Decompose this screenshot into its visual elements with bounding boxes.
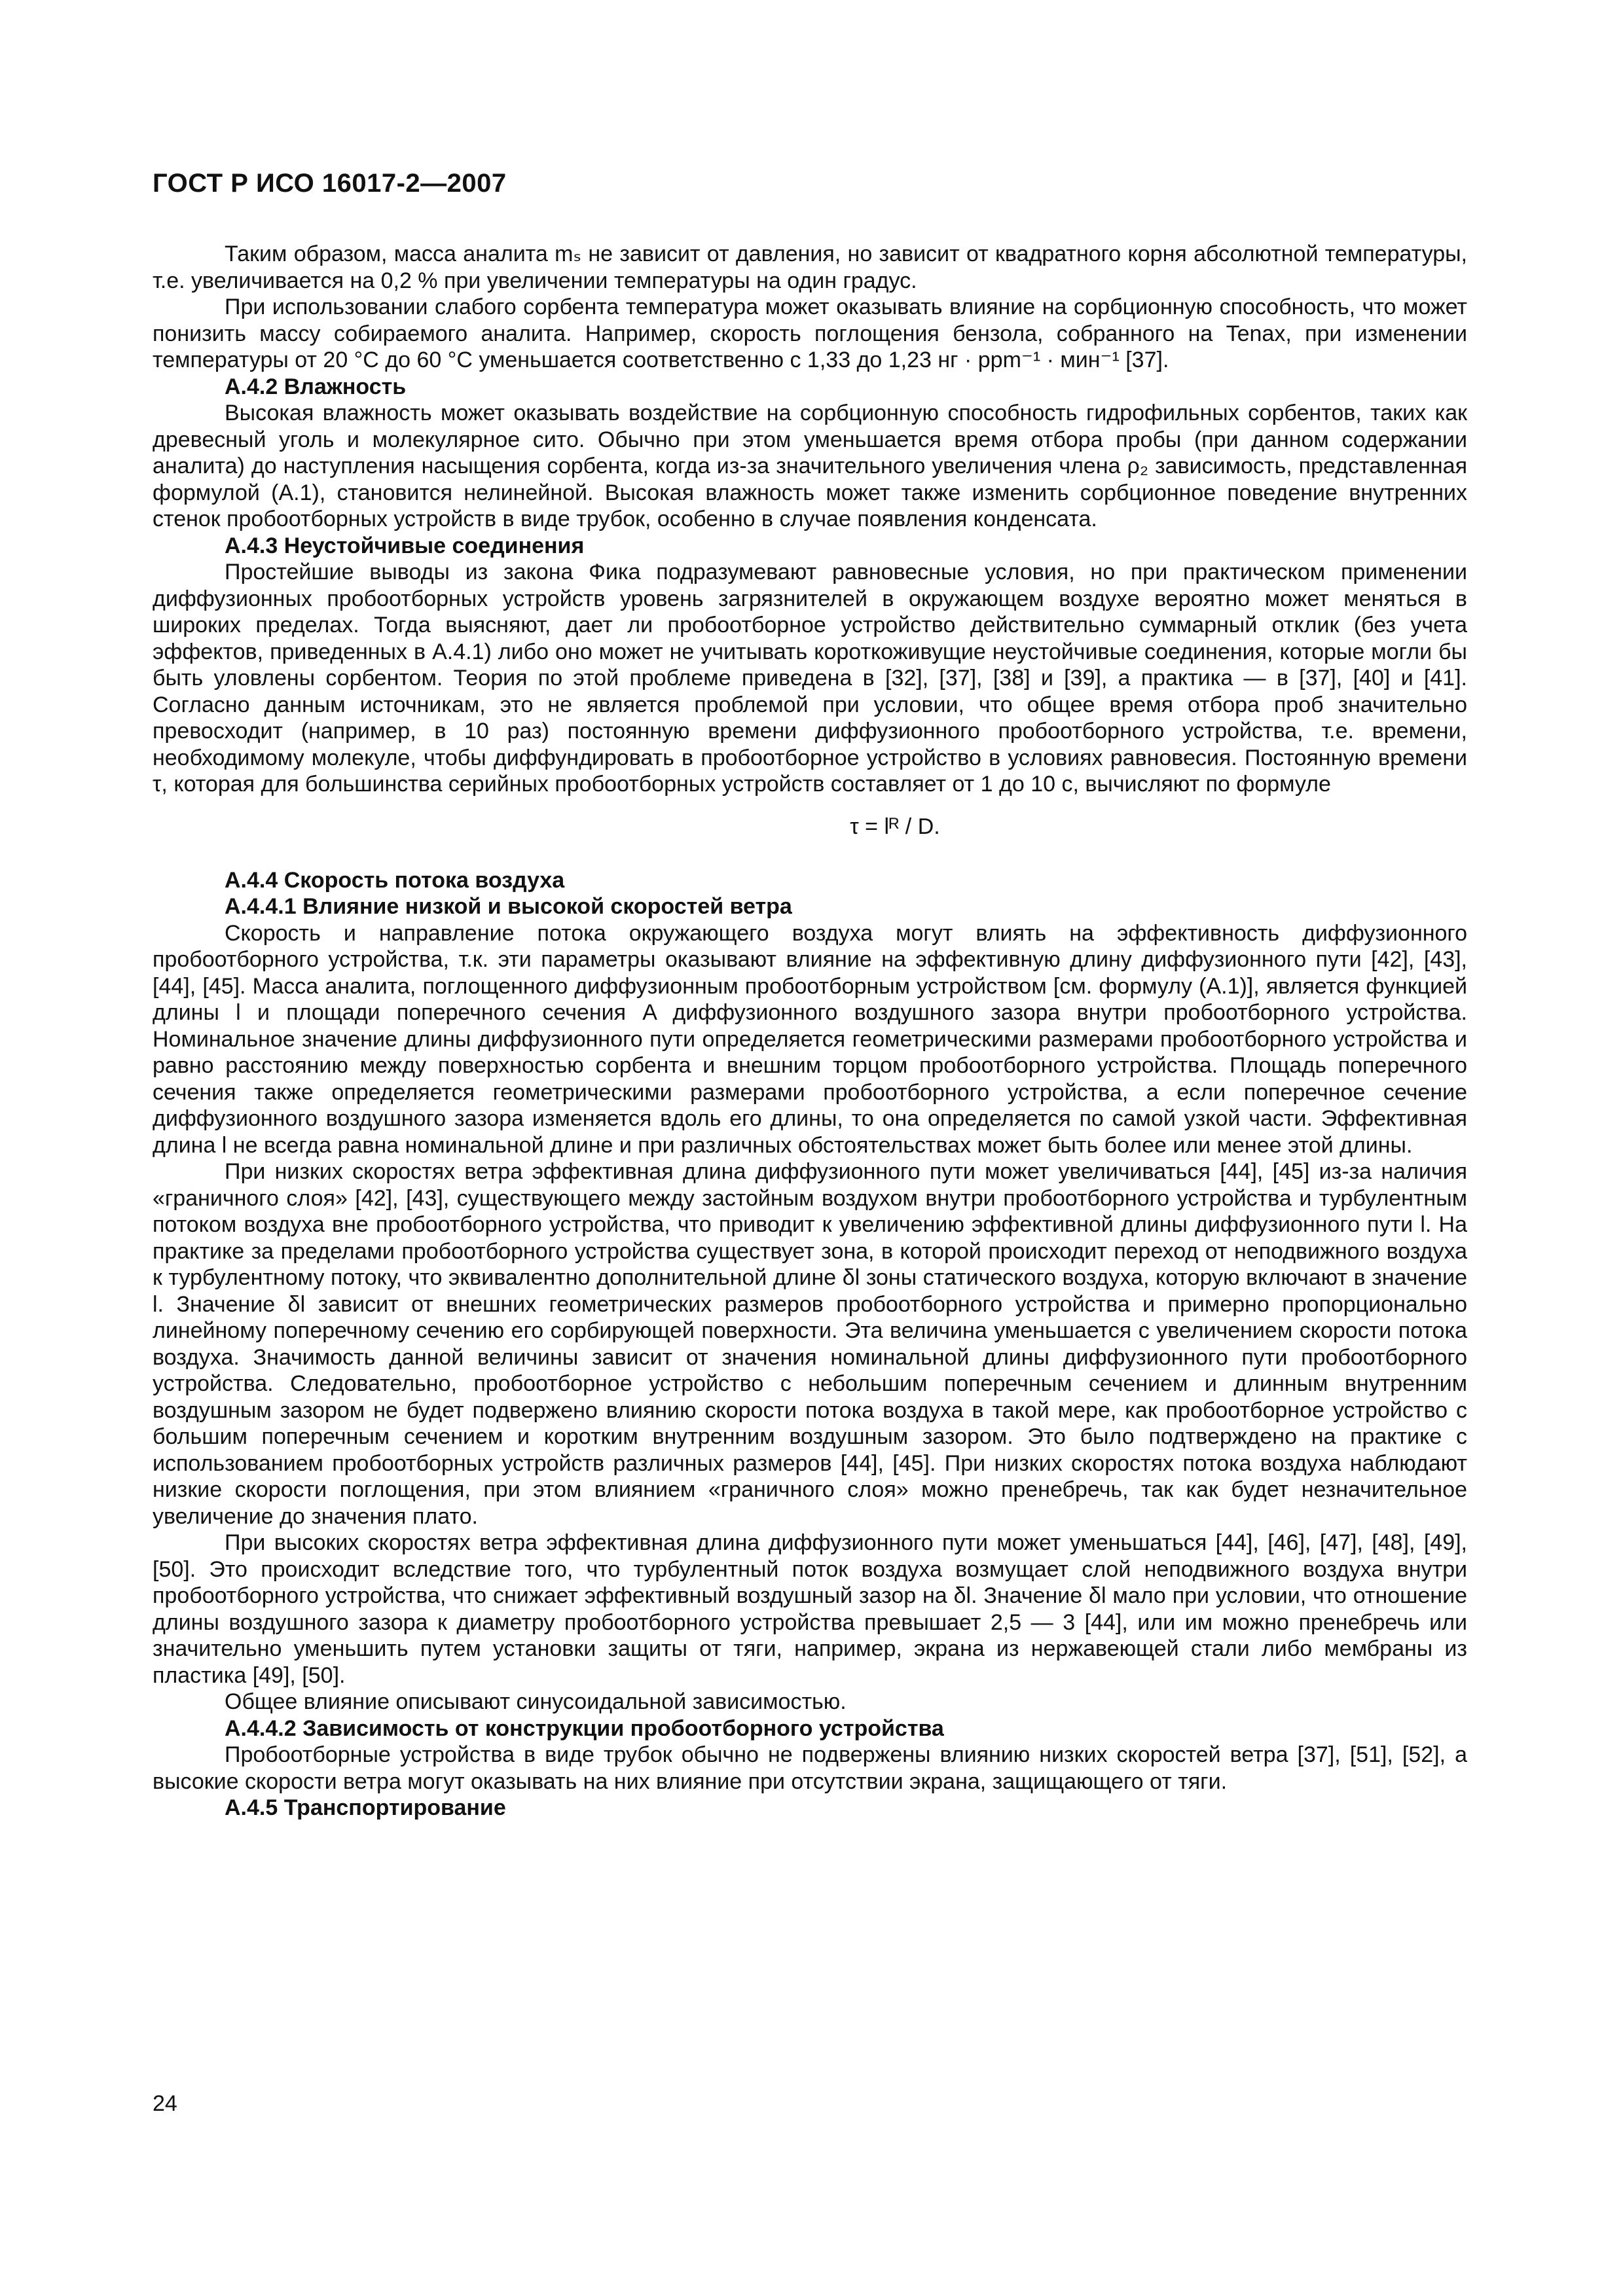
paragraph: Скорость и направление потока окружающего воздуха могут влиять на эффективность диффузионного пробоотборного устройства, т.к. эти параметры оказывают влияние на эффективную длину диффузионного пути [42], [43], [44], [45]. Масса аналита, поглощенного диффузионным пробоотборным устройством [см. формулу (А.1)], является функцией длины l и площади поперечного сечения A диффузионного воздушного зазора внутри пробоотборного устройства. Номинальное значение длины диффузионного пути определяется геометрическими размерами пробоотборного устройства и равно расстоянию между поверхностью сорбента и внешним торцом пробоотборного устройства. Площадь поперечного сечения также определяется геометрическими размерами пробоотборного устройства, а если поперечное сечение диффузионного воздушного зазора изменяется вдоль его длины, то она определяется по самой узкой части. Эффективная длина l не всегда равна номинальной длине и при различных обстоятельствах может быть более или менее этой длины. [153,920,1467,1158]
page-number: 24 [153,2091,177,2116]
paragraph: Простейшие выводы из закона Фика подразумевают равновесные условия, но при практическом применении диффузионных пробоотборных устройств уровень загрязнителей в окружающем воздухе вероятно может меняться в широких пределах. Тогда выясняют, дает ли пробоотборное устройство действительно суммарный отклик (без учета эффектов, приведенных в А.4.1) либо оно может не учитывать короткоживущие неустойчивые соединения, которые могли бы быть уловлены сорбентом. Теория по этой проблеме приведена в [32], [37], [38] и [39], а практика — в [37], [40] и [41]. Согласно данным источникам, это не является проблемой при условии, что общее время отбора проб значительно превосходит (например, в 10 раз) постоянную времени диффузионного пробоотборного устройства, т.е. времени, необходимому молекуле, чтобы диффундировать в пробоотборное устройство в условиях равновесия. Постоянную времени τ, которая для большинства серийных пробоотборных устройств составляет от 1 до 10 с, вычисляют по формуле [153,560,1467,797]
subsection-heading: А.4.4.1 Влияние низкой и высокой скоростей ветра [225,894,792,919]
document-header: ГОСТ Р ИСО 16017-2—2007 [153,169,507,198]
section-heading: А.4.2 Влажность [225,374,407,399]
paragraph: При использовании слабого сорбента температура может оказывать влияние на сорбционную способность, что может понизить массу собираемого аналита. Например, скорость поглощения бензола, собранного на Tenax, при изменении температуры от 20 °С до 60 °С уменьшается соответственно с 1,33 до 1,23 нг · ppm⁻¹ · мин⁻¹ [37]. [153,295,1467,372]
paragraph: Высокая влажность может оказывать воздействие на сорбционную способность гидрофильных сорбентов, таких как древесный уголь и молекулярное сито. Обычно при этом уменьшается время отбора пробы (при данном содержании аналита) до наступления насыщения сорбента, когда из-за значительного увеличения члена ρ₂ зависимость, представленная формулой (А.1), становится нелинейной. Высокая влажность может также изменить сорбционное поведение внутренних стенок пробоотборных устройств в виде трубок, особенно в случае появления конденсата. [153,401,1467,531]
section-heading: А.4.5 Транспортирование [225,1795,506,1820]
subsection-heading: А.4.4.2 Зависимость от конструкции пробоотборного устройства [225,1715,944,1741]
section-heading: А.4.4 Скорость потока воздуха [225,867,565,893]
section-heading: А.4.3 Неустойчивые соединения [225,533,585,558]
page-content [153,241,1467,1821]
paragraph: При высоких скоростях ветра эффективная длина диффузионного пути может уменьшаться [44], [46], [47], [48], [49], [50]. Это происходит вследствие того, что турбулентный поток воздуха возмущает слой неподвижного воздуха внутри пробоотборного устройства, что снижает эффективный воздушный зазор на δl. Значение δl мало при условии, что отношение длины воздушного зазора к диаметру пробоотборного устройства превышает 2,5 — 3 [44], или им можно пренебречь или значительно уменьшить путем установки защиты от тяги, например, экрана из нержавеющей стали либо мембраны из пластика [49], [50]. [153,1530,1467,1688]
formula [153,812,1467,841]
paragraph: Пробоотборные устройства в виде трубок обычно не подвержены влиянию низких скоростей ветра [37], [51], [52], а высокие скорости ветра могут оказывать на них влияние при отсутствии экрана, защищающего от тяги. [153,1742,1467,1794]
paragraph: При низких скоростях ветра эффективная длина диффузионного пути может увеличиваться [44], [45] из-за наличия «граничного слоя» [42], [43], существующего между застойным воздухом внутри пробоотборного устройства и турбулентным потоком воздуха вне пробоотборного устройства, что приводит к увеличению эффективной длины диффузионного пути l. На практике за пределами пробоотборного устройства существует зона, в которой происходит переход от неподвижного воздуха к турбулентному потоку, что эквивалентно дополнительной длине δl зоны статического воздуха, которую включают в значение l. Значение δl зависит от внешних геометрических размеров пробоотборного устройства и примерно пропорционально линейному поперечному сечению его сорбирующей поверхности. Эта величина уменьшается с увеличением скорости потока воздуха. Значимость данной величины зависит от значения номинальной длины диффузионного пути пробоотборного устройства. Следовательно, пробоотборное устройство с небольшим поперечным сечением и длинным внутренним воздушным зазором не будет подвержено влиянию скорости потока воздуха в такой мере, как пробоотборное устройство с большим поперечным сечением и коротким внутренним воздушным зазором. Это было подтверждено на практике с использованием пробоотборных устройств различных размеров [44], [45]. При низких скоростях потока воздуха наблюдают низкие скорости поглощения, при этом влиянием «граничного слоя» можно пренебречь, так как будет незначительное увеличение до значения плато. [153,1159,1467,1529]
paragraph: Общее влияние описывают синусоидальной зависимостью. [225,1689,847,1714]
paragraph: Таким образом, масса аналита mₛ не зависит от давления, но зависит от квадратного корня абсолютной температуры, т.е. увеличивается на 0,2 % при увеличении температуры на один градус. [153,242,1467,293]
formula-text: τ = lᴿ / D. [850,814,940,839]
